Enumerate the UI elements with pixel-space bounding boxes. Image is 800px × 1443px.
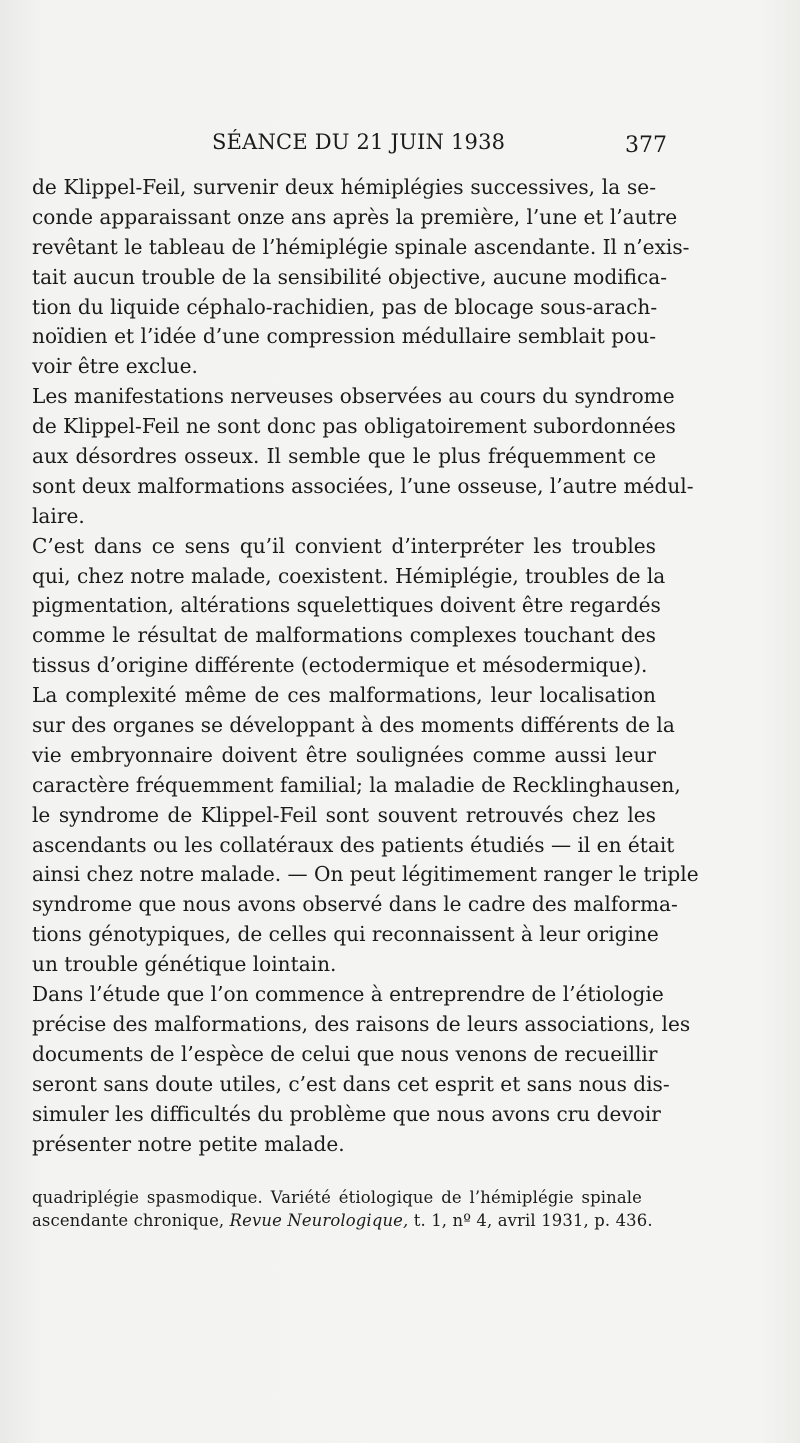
page-number: 377 (625, 133, 667, 158)
text-line: tait aucun trouble de la sensibilité objective, aucune modifica- (32, 264, 668, 289)
footnote-line (32, 1209, 653, 1232)
text-line: un trouble génétique lointain. (32, 952, 337, 977)
text-line: Les manifestations nerveuses observées au cours du syndrome (32, 384, 675, 409)
text-line: noïdien et l’idée d’une compression médullaire semblait pou- (32, 324, 656, 349)
page-header (212, 130, 667, 164)
text-line: syndrome que nous avons observé dans le cadre des malforma- (32, 892, 678, 917)
text-line: La complexité même de ces malformations, leur localisation (32, 683, 656, 708)
text-line: voir être exclue. (32, 354, 198, 379)
text-line: vie embryonnaire doivent être soulignées comme aussi leur (32, 742, 656, 767)
text-line: tissus d’origine différente (ectodermique et mésodermique). (32, 653, 648, 678)
text-line: qui, chez notre malade, coexistent. Hémiplégie, troubles de la (32, 563, 666, 588)
body-text (32, 173, 699, 1159)
text-line: ascendants ou les collatéraux des patients étudiés — il en était (32, 832, 675, 857)
text-line: simuler les difficultés du problème que nous avons cru devoir (32, 1101, 661, 1126)
footnote-text: ascendante chronique, (32, 1211, 230, 1230)
text-line: présenter notre petite malade. (32, 1131, 345, 1156)
text-line: tions génotypiques, de celles qui reconnaissent à leur origine (32, 922, 659, 947)
footnote-line: quadriplégie spasmodique. Variété étiologique de l’hémiplégie spinale (32, 1188, 642, 1207)
text-line: comme le résultat de malformations complexes touchant des (32, 623, 656, 648)
text-line: de Klippel-Feil, survenir deux hémiplégies successives, la se- (32, 175, 656, 199)
text-line: aux désordres osseux. Il semble que le plus fréquemment ce (32, 444, 656, 469)
text-line: pigmentation, altérations squelettiques doivent être regardés (32, 593, 661, 618)
text-line: ainsi chez notre malade. — On peut légitimement ranger le triple (32, 862, 699, 887)
text-line: Dans l’étude que l’on commence à entreprendre de l’étiologie (32, 982, 664, 1007)
text-line: sur des organes se développant à des moments différents de la (32, 713, 675, 738)
text-line: conde apparaissant onze ans après la première, l’une et l’autre (32, 204, 678, 229)
running-head: SÉANCE DU 21 JUIN 1938 (212, 130, 506, 154)
text-line: le syndrome de Klippel-Feil sont souvent retrouvés chez les (32, 802, 656, 827)
text-line: sont deux malformations associées, l’une osseuse, l’autre médul- (32, 473, 694, 498)
text-line: revêtant le tableau de l’hémiplégie spinale ascendante. Il n’exis- (32, 234, 690, 259)
footnote-text: t. 1, nº 4, avril 1931, p. 436. (408, 1211, 653, 1230)
footnote (32, 1186, 653, 1232)
text-line: C’est dans ce sens qu’il convient d’interpréter les troubles (32, 533, 656, 558)
text-line: de Klippel-Feil ne sont donc pas obligatoirement subordonnées (32, 414, 676, 439)
text-line: seront sans doute utiles, c’est dans cet esprit et sans nous dis- (32, 1071, 670, 1096)
text-line: précise des malformations, des raisons de leurs associations, les (32, 1011, 691, 1036)
text-line: laire. (32, 503, 85, 528)
text-line: documents de l’espèce de celui que nous venons de recueillir (32, 1041, 658, 1066)
text-line: caractère fréquemment familial; la maladie de Recklinghausen, (32, 772, 681, 797)
text-line: tion du liquide céphalo-rachidien, pas de blocage sous-arach- (32, 294, 658, 319)
journal-title: Revue Neurologique, (229, 1211, 409, 1230)
